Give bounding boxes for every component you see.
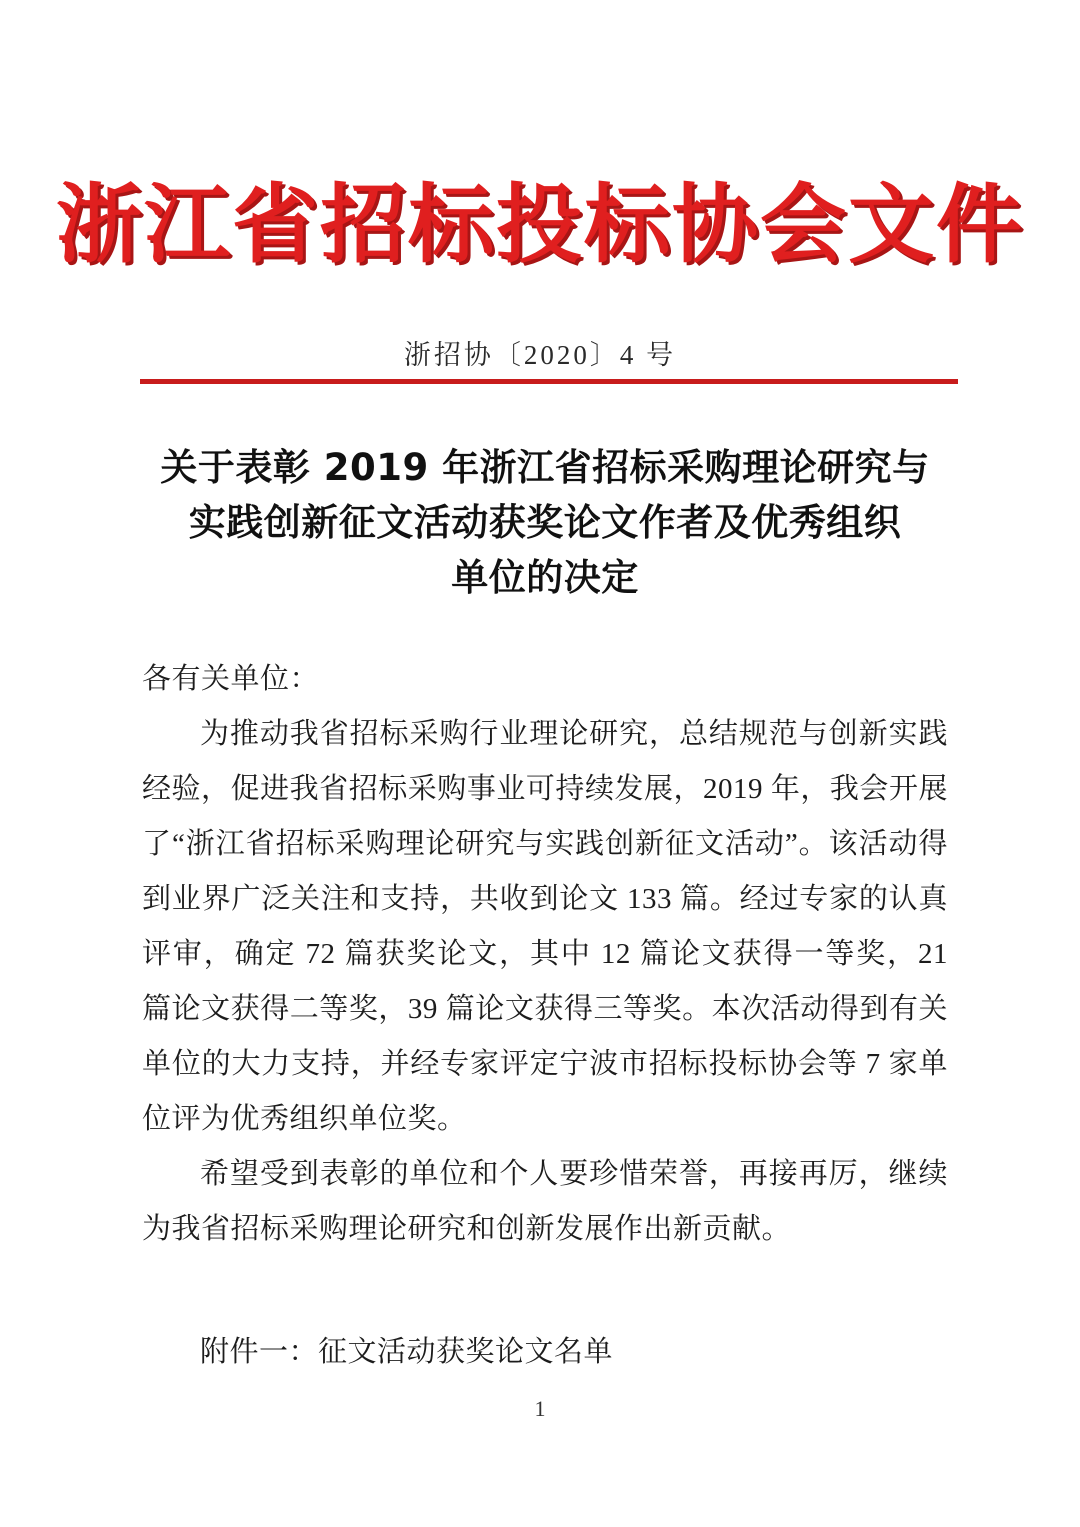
document-title	[140, 440, 950, 605]
salutation: 各有关单位：	[142, 663, 320, 695]
masthead	[0, 178, 1080, 273]
document-title-line-2: 实践创新征文活动获奖论文作者及优秀组织	[188, 501, 902, 544]
red-divider-rule	[140, 379, 958, 384]
document-title-line-3: 单位的决定	[451, 556, 639, 599]
attachment-line: 附件一：征文活动获奖论文名单	[200, 1336, 614, 1368]
body-paragraph-2: 希望受到表彰的单位和个人要珍惜荣誉，再接再厉，继续为我省招标采购理论研究和创新发展作出新贡献。	[142, 1158, 948, 1245]
document-number: 浙招协〔2020〕4 号	[403, 340, 677, 370]
document-title-line-1: 关于表彰 2019 年浙江省招标采购理论研究与	[160, 446, 930, 489]
page-number: 1	[534, 1396, 546, 1421]
body-paragraph-1: 为推动我省招标采购行业理论研究，总结规范与创新实践经验，促进我省招标采购事业可持续发展，2019 年，我会开展了“浙江省招标采购理论研究与实践创新征文活动”。该活动得到业界广泛关注和支持，共收到论文 133 篇。经过专家的认真评审，确定 72 篇获奖论文，其中 12 篇论文获得一等奖，21 篇论文获得二等奖，39 篇论文获得三等奖。本次活动得到有关单位的大力支持，并经专家评定宁波市招标投标协会等 7 家单位评为优秀组织单位奖。	[142, 718, 948, 1135]
masthead-title: 浙江省招标投标协会文件	[56, 177, 1024, 273]
document-body	[142, 652, 948, 1257]
